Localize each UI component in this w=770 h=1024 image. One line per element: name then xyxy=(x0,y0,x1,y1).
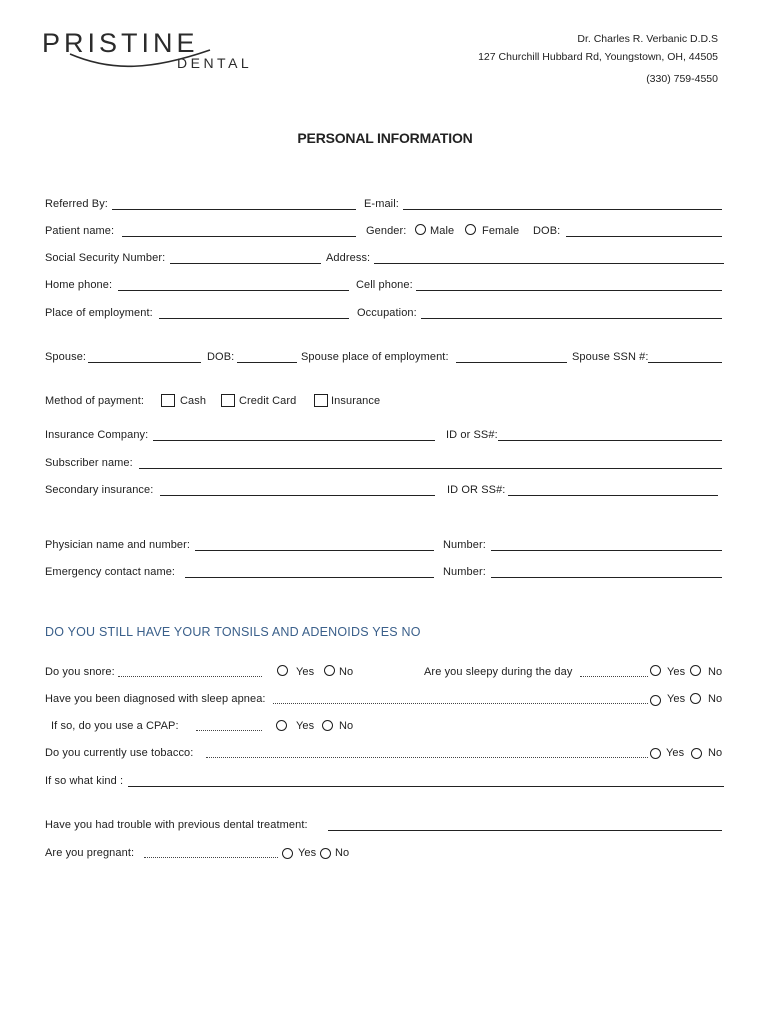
cpap-no-label: No xyxy=(339,720,354,732)
cash-label: Cash xyxy=(180,395,207,407)
subscriber-name-field[interactable] xyxy=(139,468,722,469)
clinic-address: 127 Churchill Hubbard Rd, Youngstown, OH, 44505 xyxy=(478,51,718,63)
spouse-ssn-label: Spouse SSN #: xyxy=(572,351,649,363)
snore-no-radio[interactable] xyxy=(324,665,335,676)
credit-card-checkbox[interactable] xyxy=(221,394,235,407)
insurance-company-field[interactable] xyxy=(153,440,435,441)
sleepy-yes-radio[interactable] xyxy=(650,665,661,676)
cpap-leader xyxy=(196,730,262,731)
emergency-contact-field[interactable] xyxy=(185,577,434,578)
email-field[interactable] xyxy=(403,209,722,210)
tonsils-question-heading: DO YOU STILL HAVE YOUR TONSILS AND ADENOIDS YES NO xyxy=(45,625,421,639)
snore-leader xyxy=(118,676,262,677)
payment-method-label: Method of payment: xyxy=(45,395,145,407)
gender-female-radio[interactable] xyxy=(465,224,476,235)
emergency-number-field[interactable] xyxy=(491,577,722,578)
sleepy-no-radio[interactable] xyxy=(690,665,701,676)
pregnant-label: Are you pregnant: xyxy=(45,847,135,859)
spouse-dob-field[interactable] xyxy=(237,362,297,363)
apnea-no-radio[interactable] xyxy=(690,693,701,704)
tobacco-no-label: No xyxy=(708,747,723,759)
pregnant-no-radio[interactable] xyxy=(320,848,331,859)
id-ss-field[interactable] xyxy=(498,440,722,441)
ssn-field[interactable] xyxy=(170,263,321,264)
logo-top-text: PRISTINE xyxy=(42,28,199,58)
what-kind-label: If so what kind : xyxy=(45,775,124,787)
referred-by-label: Referred By: xyxy=(45,198,108,210)
pregnant-no-label: No xyxy=(335,847,350,859)
physician-number-label: Number: xyxy=(443,539,486,551)
doctor-name: Dr. Charles R. Verbanic D.D.S xyxy=(577,33,718,45)
spouse-ssn-field[interactable] xyxy=(648,362,722,363)
apnea-yes-label: Yes xyxy=(667,693,686,705)
physician-number-field[interactable] xyxy=(491,550,722,551)
apnea-yes-radio[interactable] xyxy=(650,695,661,706)
pregnant-leader xyxy=(144,857,278,858)
insurance-checkbox[interactable] xyxy=(314,394,328,407)
spouse-label: Spouse: xyxy=(45,351,87,363)
dental-trouble-label: Have you had trouble with previous dental treatment: xyxy=(45,819,308,831)
address-field[interactable] xyxy=(374,263,724,264)
tobacco-label: Do you currently use tobacco: xyxy=(45,747,194,759)
male-label: Male xyxy=(430,225,455,237)
female-label: Female xyxy=(482,225,520,237)
occupation-label: Occupation: xyxy=(357,307,417,319)
secondary-insurance-field[interactable] xyxy=(160,495,435,496)
insurance-company-label: Insurance Company: xyxy=(45,429,149,441)
patient-name-field[interactable] xyxy=(122,236,356,237)
physician-label: Physician name and number: xyxy=(45,539,191,551)
page-title: PERSONAL INFORMATION xyxy=(297,130,473,146)
subscriber-name-label: Subscriber name: xyxy=(45,457,133,469)
insurance-label: Insurance xyxy=(331,395,381,407)
id-or-ss-field[interactable] xyxy=(508,495,718,496)
physician-field[interactable] xyxy=(195,550,434,551)
tobacco-yes-label: Yes xyxy=(666,747,685,759)
snore-no-label: No xyxy=(339,666,354,678)
emergency-number-label: Number: xyxy=(443,566,486,578)
sleepy-label: Are you sleepy during the day xyxy=(424,666,573,678)
place-employment-label: Place of employment: xyxy=(45,307,153,319)
apnea-label: Have you been diagnosed with sleep apnea: xyxy=(45,693,266,705)
id-ss-label: ID or SS#: xyxy=(446,429,498,441)
place-employment-field[interactable] xyxy=(159,318,349,319)
cpap-yes-label: Yes xyxy=(296,720,315,732)
pregnant-yes-radio[interactable] xyxy=(282,848,293,859)
address-label: Address: xyxy=(326,252,371,264)
home-phone-field[interactable] xyxy=(118,290,349,291)
emergency-contact-label: Emergency contact name: xyxy=(45,566,176,578)
dob-field[interactable] xyxy=(566,236,722,237)
pregnant-yes-label: Yes xyxy=(298,847,317,859)
sleepy-no-label: No xyxy=(708,666,723,678)
snore-yes-label: Yes xyxy=(296,666,315,678)
spouse-employment-field[interactable] xyxy=(456,362,567,363)
cpap-label: If so, do you use a CPAP: xyxy=(51,720,179,732)
occupation-field[interactable] xyxy=(421,318,722,319)
cell-phone-label: Cell phone: xyxy=(356,279,413,291)
spouse-field[interactable] xyxy=(88,362,201,363)
gender-male-radio[interactable] xyxy=(415,224,426,235)
dental-trouble-field[interactable] xyxy=(328,830,722,831)
cpap-no-radio[interactable] xyxy=(322,720,333,731)
what-kind-field[interactable] xyxy=(128,786,724,787)
cpap-yes-radio[interactable] xyxy=(276,720,287,731)
gender-label: Gender: xyxy=(366,225,407,237)
credit-card-label: Credit Card xyxy=(239,395,297,407)
tobacco-no-radio[interactable] xyxy=(691,748,702,759)
referred-by-field[interactable] xyxy=(112,209,356,210)
cash-checkbox[interactable] xyxy=(161,394,175,407)
clinic-phone: (330) 759-4550 xyxy=(646,73,718,85)
patient-name-label: Patient name: xyxy=(45,225,115,237)
sleepy-leader xyxy=(580,676,648,677)
spouse-dob-label: DOB: xyxy=(207,351,235,363)
home-phone-label: Home phone: xyxy=(45,279,113,291)
ssn-label: Social Security Number: xyxy=(45,252,166,264)
snore-yes-radio[interactable] xyxy=(277,665,288,676)
cell-phone-field[interactable] xyxy=(416,290,722,291)
tobacco-leader xyxy=(206,757,648,758)
spouse-employment-label: Spouse place of employment: xyxy=(301,351,449,363)
apnea-no-label: No xyxy=(708,693,723,705)
pristine-dental-logo xyxy=(42,28,267,78)
apnea-leader xyxy=(273,703,648,704)
sleepy-yes-label: Yes xyxy=(667,666,686,678)
snore-label: Do you snore: xyxy=(45,666,115,678)
secondary-insurance-label: Secondary insurance: xyxy=(45,484,154,496)
logo-bottom-text: DENTAL xyxy=(177,55,253,71)
tobacco-yes-radio[interactable] xyxy=(650,748,661,759)
id-or-ss-label: ID OR SS#: xyxy=(447,484,506,496)
dob-label: DOB: xyxy=(533,225,561,237)
email-label: E-mail: xyxy=(364,198,399,210)
